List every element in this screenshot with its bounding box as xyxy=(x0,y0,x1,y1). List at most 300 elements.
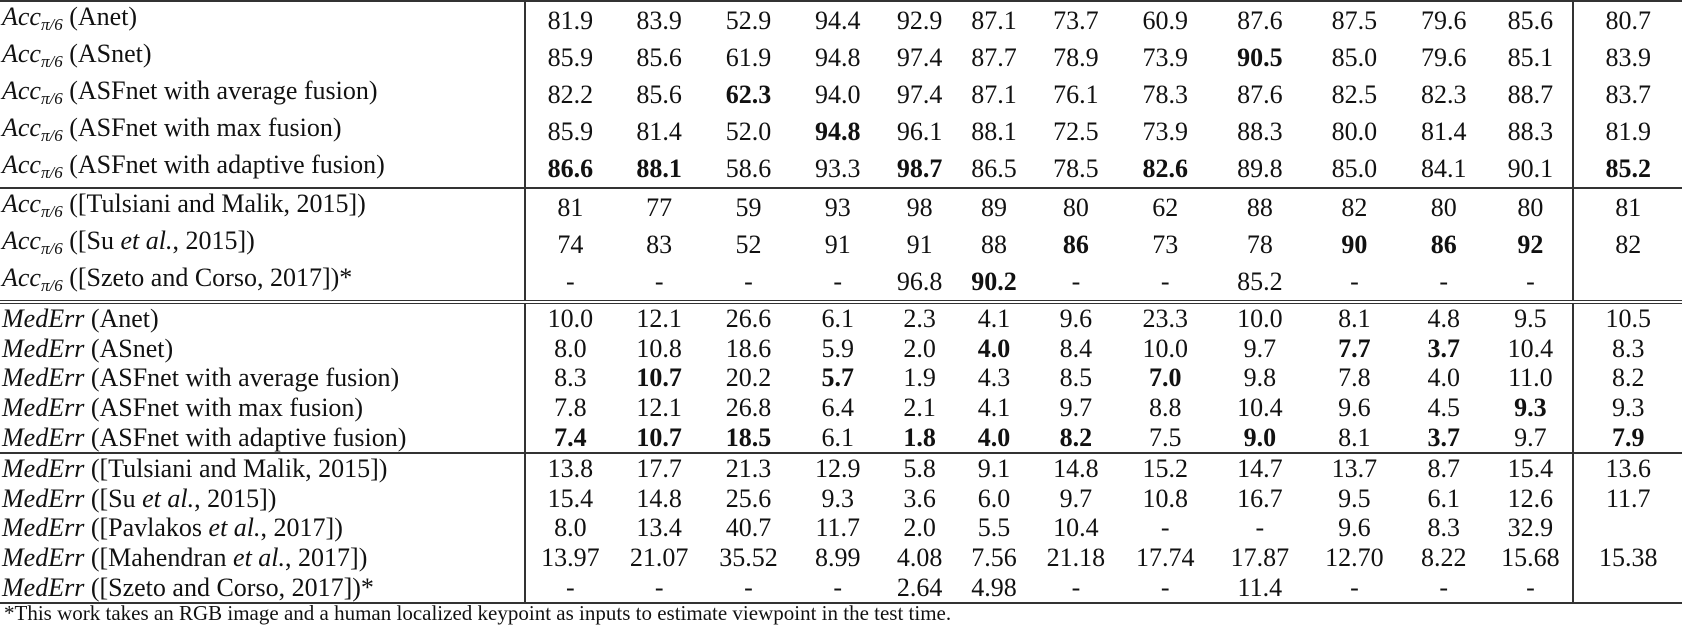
row-label xyxy=(0,484,525,514)
value-cell: 52.9 xyxy=(704,1,793,39)
average-cell: 15.38 xyxy=(1573,543,1682,573)
average-cell: 80.7 xyxy=(1573,1,1682,39)
row-label xyxy=(0,76,525,113)
method-name-pre: ([Mahendran xyxy=(90,543,234,573)
method-name xyxy=(91,513,343,542)
value-cell: - xyxy=(793,572,882,603)
value-cell: 8.7 xyxy=(1399,453,1488,484)
value-cell: 85.6 xyxy=(636,80,682,109)
value-cell: 88 xyxy=(1210,188,1310,226)
value-cell: 6.1 xyxy=(793,302,882,334)
method-name xyxy=(69,226,255,255)
value-cell: 82.3 xyxy=(1420,80,1467,109)
average-cell: 9.3 xyxy=(1573,393,1682,423)
value-cell: 80 xyxy=(1399,188,1488,226)
value-cell: 82 xyxy=(1310,188,1399,226)
value-cell: 78.9 xyxy=(1053,43,1099,72)
value-cell: 8.3 xyxy=(1427,513,1460,543)
row-label xyxy=(0,393,525,423)
value-cell: 2.0 xyxy=(903,513,936,543)
metric-subscript: π/6 xyxy=(40,276,63,295)
method-name-post: , 2017]) xyxy=(285,543,368,573)
value-cell: 8.1 xyxy=(1338,422,1371,452)
value-cell: - xyxy=(615,572,704,603)
value-cell: 11.7 xyxy=(815,513,861,543)
value-cell: 5.8 xyxy=(882,453,956,484)
table-row xyxy=(0,226,1682,263)
metric-name: MedErr xyxy=(2,393,85,423)
value-cell: 88.1 xyxy=(636,154,682,183)
row-label xyxy=(0,422,525,453)
value-cell: 76.1 xyxy=(1053,80,1099,109)
average-cell: 8.3 xyxy=(1573,334,1682,364)
metric-name: Acc xyxy=(2,226,41,255)
value-cell: 2.64 xyxy=(882,572,956,603)
row-label xyxy=(0,1,525,39)
value-cell: - xyxy=(1071,267,1081,296)
value-cell: 4.0 xyxy=(977,422,1011,452)
value-cell: 7.5 xyxy=(1148,422,1182,452)
value-cell: 17.7 xyxy=(615,453,704,484)
table-row xyxy=(0,484,1682,514)
value-cell: 60.9 xyxy=(1121,1,1210,39)
table-row xyxy=(0,572,1682,603)
metric-name: MedErr xyxy=(2,363,85,393)
value-cell: 16.7 xyxy=(1237,483,1283,513)
value-cell: 84.1 xyxy=(1420,154,1467,183)
average-cell: 81.9 xyxy=(1573,113,1682,150)
table-row xyxy=(0,513,1682,543)
value-cell: 90 xyxy=(1341,230,1368,259)
row-label xyxy=(0,453,525,484)
table-row xyxy=(0,393,1682,423)
value-cell: 15.4 xyxy=(547,483,594,513)
metric-name: MedErr xyxy=(2,333,85,363)
value-cell: 10.4 xyxy=(1237,393,1283,423)
value-cell: 14.7 xyxy=(1210,453,1310,484)
value-cell: 91 xyxy=(824,230,851,259)
value-cell: 5.5 xyxy=(977,513,1011,543)
value-cell: 12.6 xyxy=(1507,483,1554,513)
value-cell: 94.8 xyxy=(815,43,861,72)
row-label xyxy=(0,263,525,302)
value-cell: - xyxy=(1121,572,1210,603)
value-cell: 9.6 xyxy=(1031,302,1120,334)
row-label xyxy=(0,543,525,573)
value-cell: 6.1 xyxy=(1427,483,1460,513)
value-cell: 12.1 xyxy=(615,302,704,334)
value-cell: 85.6 xyxy=(1488,1,1573,39)
value-cell: 17.87 xyxy=(1230,543,1290,573)
metric-name: Acc xyxy=(2,263,41,292)
value-cell: - xyxy=(1031,572,1120,603)
value-cell: 4.3 xyxy=(977,363,1011,393)
value-cell: 9.6 xyxy=(1338,513,1371,543)
value-cell: 62.3 xyxy=(725,80,772,109)
average-cell xyxy=(1573,513,1682,543)
value-cell: 14.8 xyxy=(636,483,682,513)
table-row xyxy=(0,363,1682,393)
method-name-pre: ([Su xyxy=(90,483,143,513)
method-name: (ASnet) xyxy=(69,39,152,68)
value-cell: - xyxy=(566,267,575,296)
metric-name: Acc xyxy=(2,150,41,179)
row-label xyxy=(0,150,525,188)
value-cell: 4.0 xyxy=(1427,363,1460,393)
value-cell: 1.8 xyxy=(903,422,936,452)
value-cell: 4.1 xyxy=(977,393,1011,423)
table-row xyxy=(0,263,1682,302)
value-cell: - xyxy=(1399,572,1488,603)
value-cell: - xyxy=(1488,572,1573,603)
value-cell: 18.6 xyxy=(725,333,772,363)
metric-name: MedErr xyxy=(2,304,85,334)
value-cell: 9.7 xyxy=(1059,393,1093,423)
metric-subscript: π/6 xyxy=(40,202,63,221)
metric-subscript: π/6 xyxy=(40,126,63,145)
value-cell: 98.7 xyxy=(896,154,943,183)
method-name-italic: et al. xyxy=(142,483,195,513)
footnote: *This work takes an RGB image and a human localized keypoint as inputs to estimate viewpoint in the test time. xyxy=(4,601,952,625)
method-name: (ASFnet with max fusion) xyxy=(90,393,364,423)
value-cell: 79.6 xyxy=(1420,43,1467,72)
value-cell: 7.7 xyxy=(1338,333,1371,363)
row-label xyxy=(0,363,525,393)
row-label xyxy=(0,113,525,150)
value-cell: 87.6 xyxy=(1237,80,1283,109)
value-cell: 80 xyxy=(1031,188,1120,226)
value-cell: 94.4 xyxy=(793,1,882,39)
method-name-pre: ([Tulsiani and Malik, 2015]) xyxy=(69,189,366,218)
method-name: (ASFnet with average fusion) xyxy=(69,76,378,105)
value-cell: 85.2 xyxy=(1237,267,1283,296)
value-cell: 40.7 xyxy=(725,513,772,543)
value-cell: 26.8 xyxy=(725,393,772,423)
value-cell: 87.1 xyxy=(971,80,1017,109)
value-cell: 8.5 xyxy=(1059,363,1093,393)
value-cell: - xyxy=(525,572,614,603)
value-cell: 80.0 xyxy=(1331,117,1378,146)
value-cell: 86.5 xyxy=(971,154,1017,183)
value-cell: 8.8 xyxy=(1148,393,1182,423)
value-cell: 10.7 xyxy=(636,363,682,393)
method-name-post: , 2017]) xyxy=(260,513,343,543)
value-cell: 9.6 xyxy=(1338,393,1371,423)
value-cell: 86 xyxy=(1430,230,1457,259)
value-cell: 88.7 xyxy=(1507,80,1554,109)
value-cell: 82.6 xyxy=(1142,154,1188,183)
method-name xyxy=(69,189,366,218)
value-cell: 9.8 xyxy=(1243,363,1277,393)
value-cell: 87.1 xyxy=(957,1,1031,39)
value-cell: - xyxy=(1160,513,1170,543)
metric-name: Acc xyxy=(2,189,41,218)
value-cell: 92 xyxy=(1517,230,1544,259)
value-cell: 83.9 xyxy=(615,1,704,39)
value-cell: 59 xyxy=(704,188,793,226)
value-cell: 8.4 xyxy=(1059,333,1093,363)
value-cell: 17.74 xyxy=(1135,543,1195,573)
average-cell: 82 xyxy=(1573,226,1682,263)
method-name xyxy=(69,263,352,292)
value-cell: 4.08 xyxy=(896,543,943,573)
value-cell: 72.5 xyxy=(1053,117,1099,146)
method-name xyxy=(91,573,374,602)
value-cell: 77 xyxy=(615,188,704,226)
value-cell: 1.9 xyxy=(903,363,936,393)
value-cell: 85.6 xyxy=(636,43,682,72)
value-cell: 13.4 xyxy=(636,513,682,543)
value-cell: 4.5 xyxy=(1427,393,1460,423)
value-cell: 8.22 xyxy=(1420,543,1467,573)
average-cell: 81 xyxy=(1573,188,1682,226)
value-cell: 6.4 xyxy=(821,393,854,423)
row-label xyxy=(0,334,525,364)
row-label xyxy=(0,226,525,263)
value-cell: 86.6 xyxy=(547,154,594,183)
value-cell: 74 xyxy=(557,230,584,259)
method-name-post: , 2015]) xyxy=(194,483,277,513)
value-cell: 10.8 xyxy=(636,333,682,363)
value-cell: 8.1 xyxy=(1310,302,1399,334)
value-cell: 21.18 xyxy=(1046,543,1106,573)
value-cell: 94.0 xyxy=(815,80,861,109)
value-cell: 21.3 xyxy=(704,453,793,484)
value-cell: 11.0 xyxy=(1508,363,1553,393)
value-cell: 15.2 xyxy=(1121,453,1210,484)
value-cell: 5.7 xyxy=(821,363,854,393)
method-name-pre: ([Pavlakos xyxy=(90,513,209,543)
value-cell: 52 xyxy=(735,230,762,259)
value-cell: 97.4 xyxy=(896,80,943,109)
value-cell: 12.9 xyxy=(793,453,882,484)
value-cell: 94.8 xyxy=(815,117,861,146)
value-cell: 13.97 xyxy=(541,543,600,573)
method-name-italic: et al. xyxy=(233,543,286,573)
method-name-post: , 2015]) xyxy=(172,226,255,255)
value-cell: 12.1 xyxy=(636,393,682,423)
method-name-pre: ([Tulsiani and Malik, 2015]) xyxy=(90,454,388,484)
value-cell: 78 xyxy=(1246,230,1273,259)
method-name: (ASFnet with average fusion) xyxy=(90,363,400,393)
value-cell: - xyxy=(1310,572,1399,603)
value-cell: - xyxy=(1526,267,1535,296)
value-cell: 85.1 xyxy=(1507,43,1554,72)
average-cell: 10.5 xyxy=(1573,302,1682,334)
value-cell: 2.3 xyxy=(882,302,956,334)
method-name: (ASFnet with adaptive fusion) xyxy=(90,422,407,452)
value-cell: 10.4 xyxy=(1053,513,1099,543)
value-cell: 8.0 xyxy=(554,333,587,363)
average-cell: 13.6 xyxy=(1573,453,1682,484)
value-cell: 78.5 xyxy=(1053,154,1099,183)
method-name: (Anet) xyxy=(90,304,159,334)
value-cell: 85.0 xyxy=(1331,43,1378,72)
value-cell: 2.0 xyxy=(903,333,936,363)
row-label xyxy=(0,39,525,76)
value-cell: 90.2 xyxy=(971,267,1017,296)
value-cell: 90.1 xyxy=(1507,154,1554,183)
table-row xyxy=(0,543,1682,573)
value-cell: 4.98 xyxy=(957,572,1031,603)
value-cell: 8.2 xyxy=(1059,422,1093,452)
value-cell: 15.68 xyxy=(1501,543,1560,573)
method-name-italic: et al. xyxy=(208,513,261,543)
value-cell: 82.2 xyxy=(547,80,594,109)
value-cell: 23.3 xyxy=(1121,302,1210,334)
value-cell: 81.4 xyxy=(636,117,682,146)
value-cell: 82.5 xyxy=(1331,80,1378,109)
value-cell: 81.4 xyxy=(1420,117,1467,146)
metric-subscript: π/6 xyxy=(40,239,63,258)
value-cell: 8.3 xyxy=(554,363,587,393)
table-row xyxy=(0,302,1682,334)
value-cell: 92.9 xyxy=(882,1,956,39)
table-row xyxy=(0,150,1682,188)
table-row xyxy=(0,39,1682,76)
value-cell: 79.6 xyxy=(1399,1,1488,39)
method-name: (ASFnet with max fusion) xyxy=(69,113,342,142)
value-cell: 87.5 xyxy=(1310,1,1399,39)
value-cell: 7.4 xyxy=(554,422,587,452)
value-cell: 52.0 xyxy=(725,117,772,146)
value-cell: 89 xyxy=(957,188,1031,226)
value-cell: 96.8 xyxy=(896,267,943,296)
table-row xyxy=(0,188,1682,226)
method-name: (Anet) xyxy=(69,2,138,31)
value-cell: 86 xyxy=(1062,230,1089,259)
method-name: (ASFnet with adaptive fusion) xyxy=(69,150,385,179)
metric-name: Acc xyxy=(2,76,41,105)
value-cell: 4.0 xyxy=(977,333,1011,363)
method-name-pre: ([Su xyxy=(69,226,121,255)
value-cell: 14.8 xyxy=(1031,453,1120,484)
value-cell: 10.8 xyxy=(1142,483,1188,513)
value-cell: 88.1 xyxy=(971,117,1017,146)
value-cell: 4.8 xyxy=(1399,302,1488,334)
average-cell xyxy=(1573,572,1682,603)
average-cell xyxy=(1573,263,1682,302)
metric-subscript: π/6 xyxy=(40,89,63,108)
value-cell: 18.5 xyxy=(725,422,772,452)
average-cell: 7.9 xyxy=(1573,422,1682,453)
value-cell: 7.8 xyxy=(554,393,587,423)
value-cell: 83 xyxy=(646,230,673,259)
value-cell: 25.6 xyxy=(725,483,772,513)
value-cell: 10.7 xyxy=(636,422,682,452)
value-cell: 11.4 xyxy=(1210,572,1310,603)
value-cell: - xyxy=(1439,267,1449,296)
value-cell: 8.99 xyxy=(815,543,861,573)
value-cell: 7.0 xyxy=(1148,363,1182,393)
value-cell: 88.3 xyxy=(1237,117,1283,146)
value-cell: 73 xyxy=(1152,230,1179,259)
metric-name: MedErr xyxy=(2,454,85,484)
value-cell: 88.3 xyxy=(1507,117,1554,146)
value-cell: 96.1 xyxy=(896,117,943,146)
value-cell: - xyxy=(654,267,664,296)
average-cell: 8.2 xyxy=(1573,363,1682,393)
value-cell: 93.3 xyxy=(815,154,861,183)
method-name: (ASnet) xyxy=(90,333,174,363)
table-row xyxy=(0,422,1682,453)
value-cell: 7.8 xyxy=(1338,363,1371,393)
value-cell: 91 xyxy=(906,230,933,259)
value-cell: 80 xyxy=(1488,188,1573,226)
metric-name: MedErr xyxy=(2,513,85,543)
value-cell: 73.7 xyxy=(1031,1,1120,39)
metric-subscript: π/6 xyxy=(40,15,63,34)
value-cell: 3.6 xyxy=(903,483,936,513)
value-cell: 88 xyxy=(981,230,1008,259)
value-cell: 3.7 xyxy=(1427,422,1460,452)
value-cell: 93 xyxy=(793,188,882,226)
value-cell: 9.7 xyxy=(1059,483,1093,513)
value-cell: 90.5 xyxy=(1237,43,1283,72)
value-cell: 9.3 xyxy=(821,483,854,513)
value-cell: 9.5 xyxy=(1488,302,1573,334)
method-name xyxy=(91,484,277,513)
metric-subscript: π/6 xyxy=(40,163,63,182)
metric-name: MedErr xyxy=(2,572,85,602)
metric-name: MedErr xyxy=(2,543,85,573)
method-name xyxy=(91,543,368,572)
value-cell: 20.2 xyxy=(725,363,772,393)
row-label xyxy=(0,302,525,334)
method-name xyxy=(91,454,388,483)
value-cell: 61.9 xyxy=(725,43,772,72)
value-cell: 9.3 xyxy=(1514,393,1547,423)
value-cell: 2.1 xyxy=(903,393,936,423)
value-cell: 13.8 xyxy=(525,453,614,484)
value-cell: 6.0 xyxy=(977,483,1011,513)
value-cell: 85.9 xyxy=(547,43,594,72)
row-label xyxy=(0,513,525,543)
metric-name: MedErr xyxy=(2,483,85,513)
value-cell: - xyxy=(1160,267,1170,296)
value-cell: 9.0 xyxy=(1243,422,1277,452)
value-cell: 5.9 xyxy=(821,333,854,363)
row-label xyxy=(0,188,525,226)
value-cell: - xyxy=(1255,513,1265,543)
value-cell: 9.5 xyxy=(1338,483,1371,513)
average-cell: 11.7 xyxy=(1573,484,1682,514)
value-cell: 97.4 xyxy=(896,43,943,72)
value-cell: 26.6 xyxy=(704,302,793,334)
value-cell: 98 xyxy=(882,188,956,226)
value-cell: 78.3 xyxy=(1142,80,1188,109)
value-cell: 87.6 xyxy=(1210,1,1310,39)
value-cell: 8.0 xyxy=(554,513,587,543)
value-cell: - xyxy=(833,267,843,296)
value-cell: 13.7 xyxy=(1310,453,1399,484)
value-cell: 9.7 xyxy=(1514,422,1547,452)
value-cell: - xyxy=(1350,267,1359,296)
value-cell: 3.7 xyxy=(1427,333,1460,363)
value-cell: 4.1 xyxy=(957,302,1031,334)
metric-name: Acc xyxy=(2,2,41,31)
table-row xyxy=(0,334,1682,364)
table-row xyxy=(0,1,1682,39)
metric-name: Acc xyxy=(2,39,41,68)
value-cell: - xyxy=(704,572,793,603)
value-cell: 32.9 xyxy=(1507,513,1554,543)
value-cell: 10.0 xyxy=(525,302,614,334)
value-cell: 9.1 xyxy=(957,453,1031,484)
value-cell: 7.56 xyxy=(971,543,1017,573)
value-cell: 9.7 xyxy=(1243,333,1277,363)
metric-name: Acc xyxy=(2,113,41,142)
